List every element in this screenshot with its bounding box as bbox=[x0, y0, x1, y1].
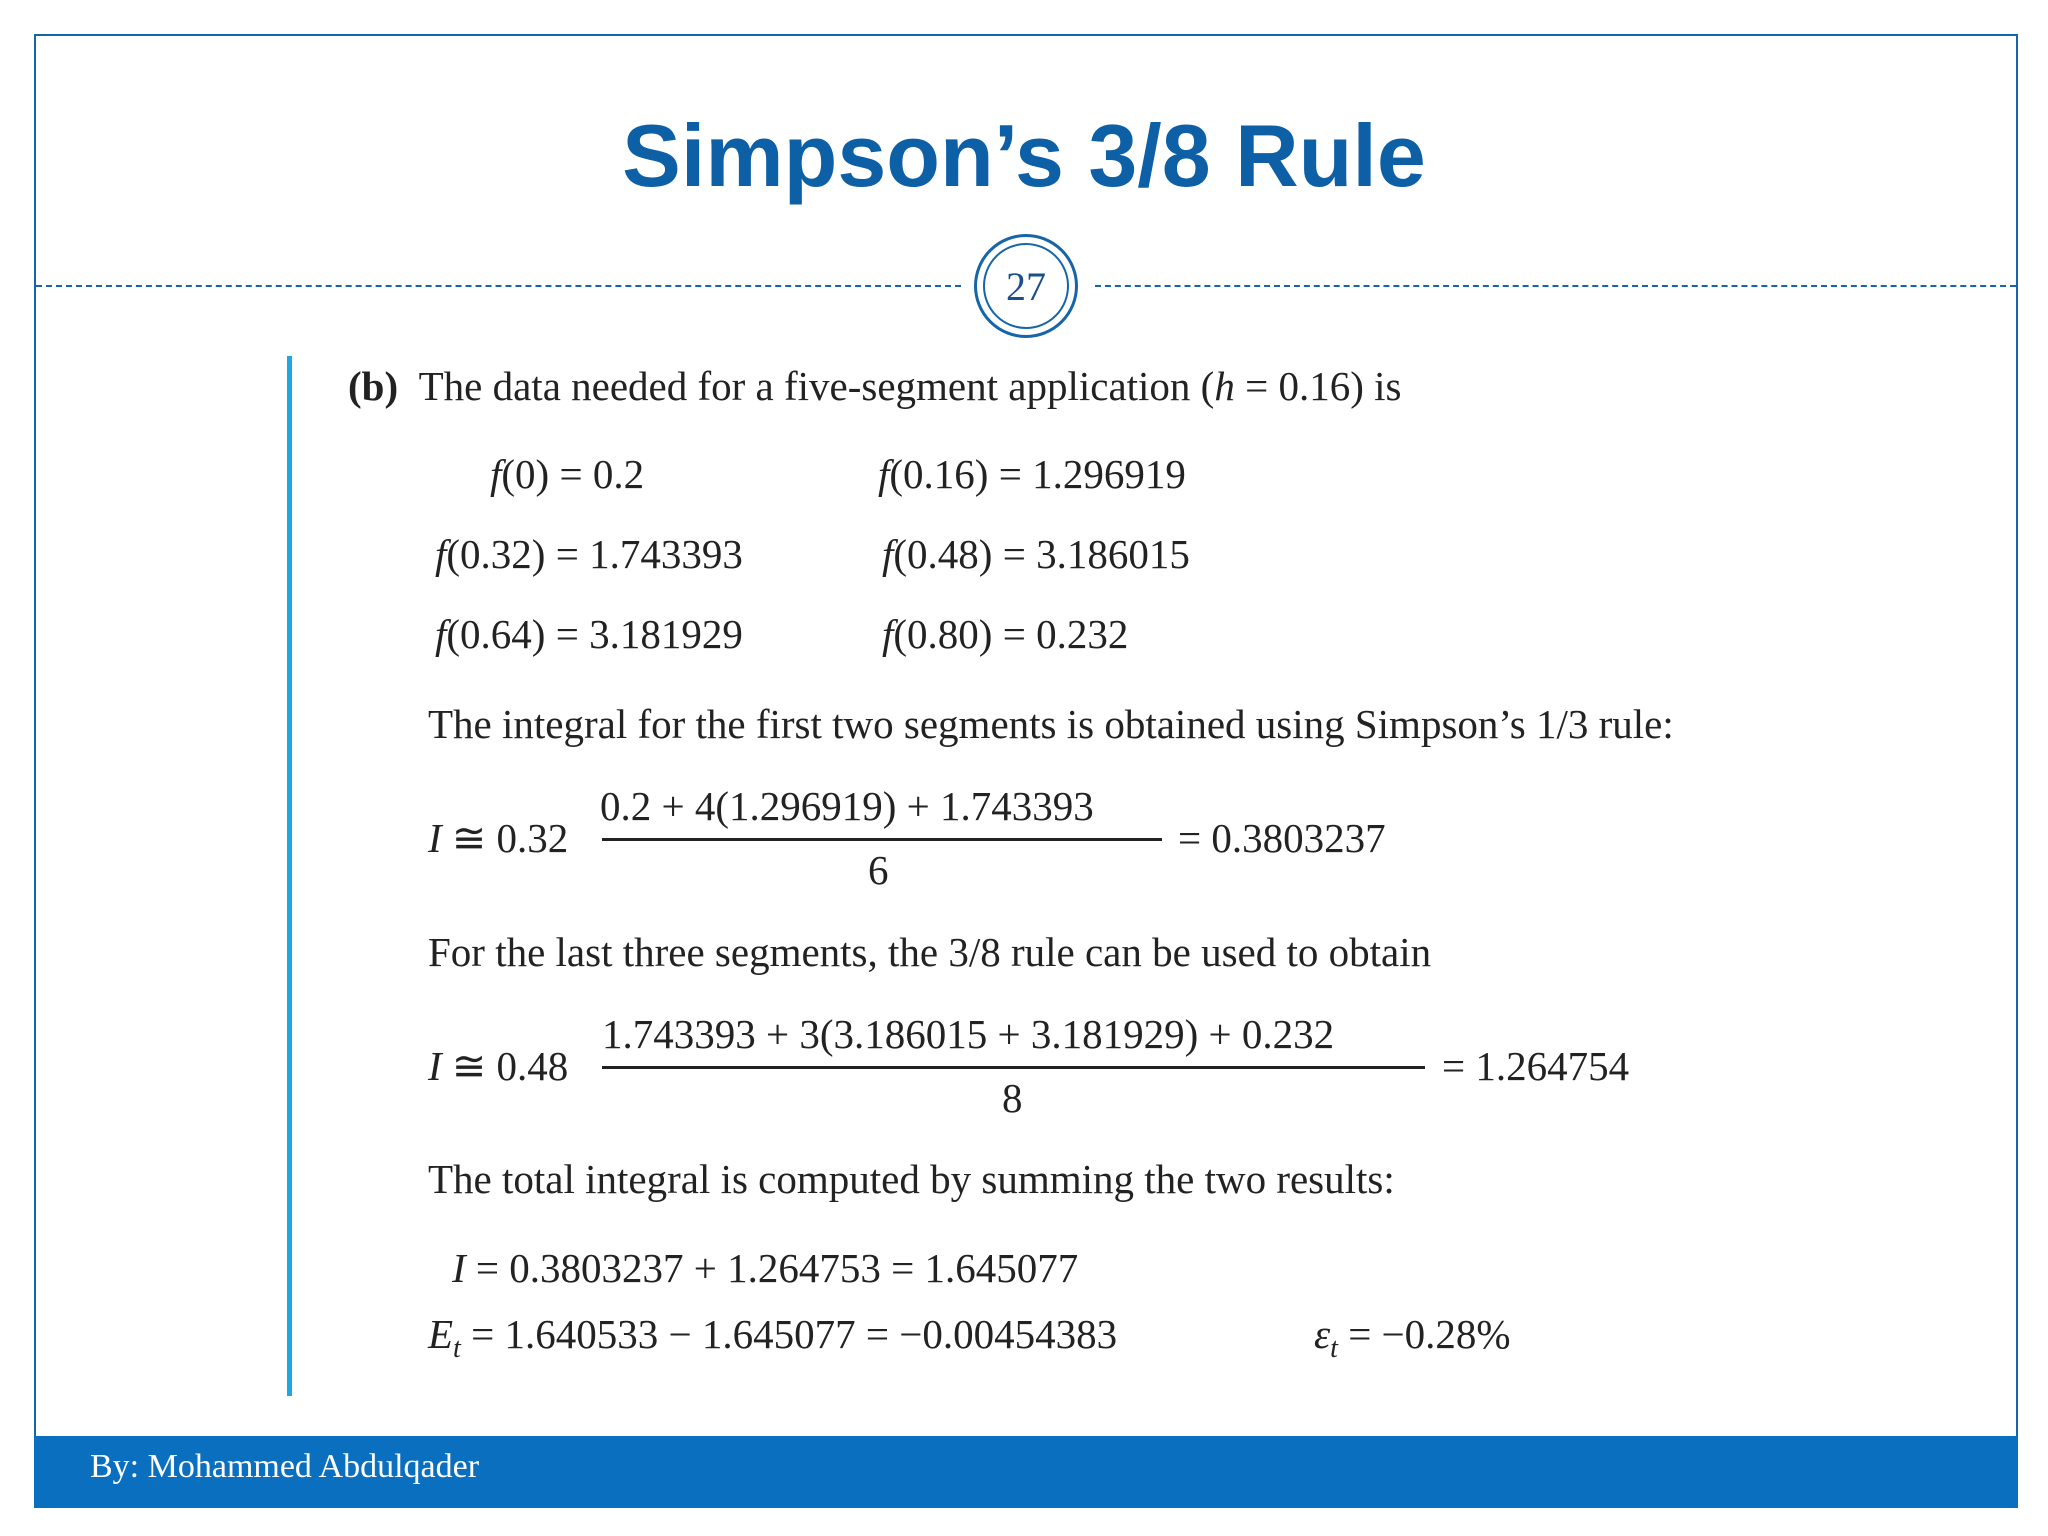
eq2-result: = 1.264754 bbox=[1442, 1043, 1630, 1089]
intro-text-2: = 0.16) is bbox=[1234, 363, 1402, 409]
page-number: 27 bbox=[983, 243, 1069, 329]
part-label: (b) bbox=[348, 363, 399, 409]
eq2-denominator: 8 bbox=[1002, 1075, 1023, 1121]
eq1-denominator: 6 bbox=[868, 847, 889, 893]
paragraph-2: For the last three segments, the 3/8 rule can be used to obtain bbox=[428, 929, 1432, 975]
eq1-fraction-bar bbox=[602, 838, 1162, 841]
eq2-lhs: I ≅ 0.48 bbox=[428, 1043, 569, 1089]
footer-bar bbox=[34, 1436, 2018, 1508]
intro-text-1: The data needed for a five-segment application ( bbox=[418, 363, 1215, 409]
eq1-result: = 0.3803237 bbox=[1178, 815, 1386, 861]
value-f080: f(0.80) = 0.232 bbox=[882, 611, 1129, 657]
eq2-numerator: 1.743393 + 3(3.186015 + 3.181929) + 0.232 bbox=[602, 1011, 1335, 1057]
total-integral: I = 0.3803237 + 1.264753 = 1.645077 bbox=[452, 1245, 1079, 1291]
value-f064: f(0.64) = 3.181929 bbox=[435, 611, 743, 657]
slide-title: Simpson’s 3/8 Rule bbox=[622, 106, 1426, 205]
eq2-fraction-bar bbox=[602, 1066, 1425, 1069]
h-variable: h bbox=[1214, 363, 1235, 409]
value-f032: f(0.32) = 1.743393 bbox=[435, 531, 743, 577]
paragraph-3: The total integral is computed by summing the two results: bbox=[428, 1156, 1395, 1202]
intro-line bbox=[348, 362, 1401, 410]
true-error: $E_t = 1.640533 - 1.645077 = -0.00454383$ bbox=[428, 1311, 1118, 1365]
value-f0: f(0) = 0.2 bbox=[490, 451, 645, 497]
value-f048: f(0.48) = 3.186015 bbox=[882, 531, 1190, 577]
value-f016: f(0.16) = 1.296919 bbox=[878, 451, 1186, 497]
eq1-lhs: I ≅ 0.32 bbox=[428, 815, 569, 861]
percent-error: $\varepsilon_t = -0.28\%$ bbox=[1314, 1311, 1511, 1365]
paragraph-1: The integral for the first two segments is obtained using Simpson’s 1/3 rule: bbox=[428, 701, 1674, 747]
eq1-numerator: 0.2 + 4(1.296919) + 1.743393 bbox=[600, 783, 1094, 829]
footer-author: By: Mohammed Abdulqader bbox=[90, 1448, 480, 1485]
